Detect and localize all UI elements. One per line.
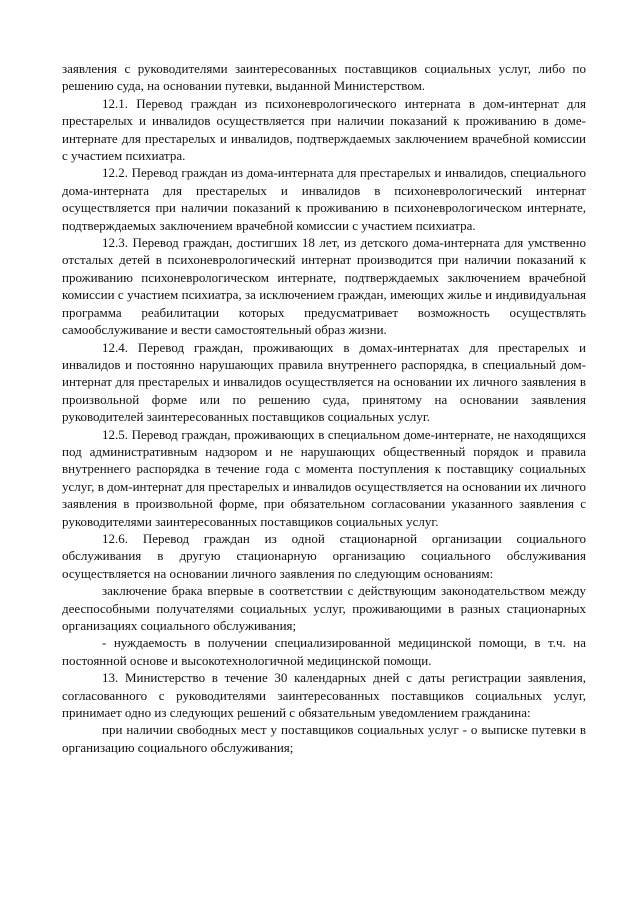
paragraph-13: 13. Министерство в течение 30 календарных дней с даты регистрации заявления, согласованного с руководителями заинтересованных поставщиков социальных услуг, принимает одно из следующих решений с обязательным уведомлением гражданина:	[62, 670, 586, 721]
paragraph-12-2: 12.2. Перевод граждан из дома-интерната для престарелых и инвалидов, специального дома-интерната для престарелых и инвалидов в психоневрологический интернат осуществляется при наличии показаний к проживанию в психоневрологическом интернате, подтверждаемых заключением врачебной комиссии с участием психиатра.	[62, 165, 586, 233]
paragraph-12-3: 12.3. Перевод граждан, достигших 18 лет, из детского дома-интерната для умственно отсталых детей в психоневрологический интернат производится при наличии показаний к проживанию психоневрологическом интернате, подтверждаемых заключением врачебной комиссии с участием психиатра, за исключением граждан, имеющих жилье и индивидуальная программа реабилитации которых предусматривает возможность осуществлять самообслуживание и вести самостоятельный образ жизни.	[62, 235, 586, 338]
paragraph-12-4: 12.4. Перевод граждан, проживающих в домах-интернатах для престарелых и инвалидов и постоянно нарушающих правила внутреннего распорядка, в специальный дом-интернат для престарелых и инвалидов осуществляется на основании их личного заявления в произвольной форме или по решению суда, принятому на основании заявления руководителей заинтересованных поставщиков социальных услуг.	[62, 339, 586, 425]
paragraph-medical-basis: - нуждаемость в получении специализированной медицинской помощи, в т.ч. на постоянной основе и высокотехнологичной медицинской помощи.	[62, 635, 586, 668]
paragraph-marriage-basis: заключение брака впервые в соответствии с действующим законодательством между дееспособными получателями социальных услуг, проживающими в разных стационарных организациях социального обслуживания;	[62, 583, 586, 633]
paragraph-12-6: 12.6. Перевод граждан из одной стационарной организации социального обслуживания в другую стационарную организацию социального обслуживания осуществляется на основании личного заявления по следующим основаниям:	[62, 530, 586, 581]
paragraph-12-1: 12.1. Перевод граждан из психоневрологического интерната в дом-интернат для престарелых и инвалидов осуществляется при наличии показаний к проживанию в доме-интернате для престарелых и инвалидов, подтверждаемых заключением врачебной комиссии с участием психиатра.	[62, 95, 586, 164]
paragraph-12-5: 12.5. Перевод граждан, проживающих в специальном доме-интернате, не находящихся под административным надзором и не нарушающих общественный порядок и правила внутреннего распорядка в течение года с момента поступления к поставщику социальных услуг, в дом-интернат для престарелых и инвалидов осуществляется на основании их личного заявления в произвольной форме, при обязательном согласовании указанного заявления с руководителями заинтересованных поставщиков социальных услуг.	[62, 426, 586, 529]
paragraph-decision-vacancy: при наличии свободных мест у поставщиков социальных услуг - о выписке путевки в организацию социального обслуживания;	[62, 722, 586, 755]
paragraph-continuation: заявления с руководителями заинтересованных поставщиков социальных услуг, либо по решению суда, на основании путевки, выданной Министерством.	[62, 61, 586, 94]
